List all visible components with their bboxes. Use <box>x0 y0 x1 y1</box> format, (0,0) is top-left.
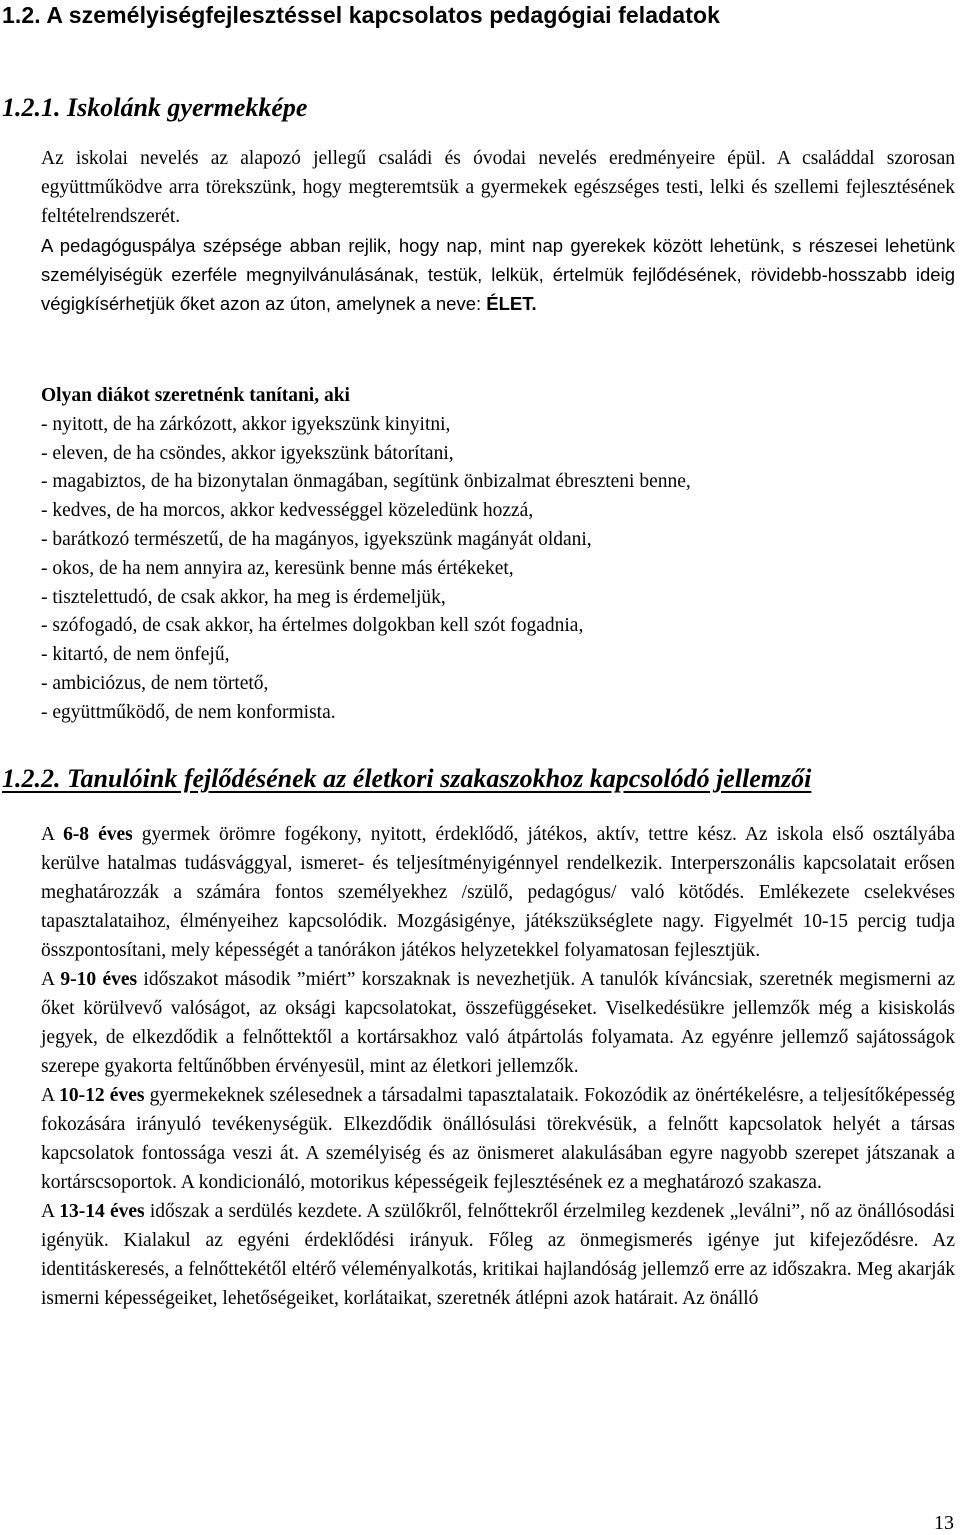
subsection-number: 1.2.1. <box>2 93 61 122</box>
age-paragraph-6-8 <box>41 820 955 965</box>
intro-paragraph-2-text: A pedagóguspálya szépsége abban rejlik, hogy nap, mint nap gyerekek között lehetünk, s részesei lehetünk személyiségük ezerféle megnyilvánulásának, testük, lelkük, értelmük fejlődésének, rövidebb-hosszabb ideig végigkísérhetjük őket azon az úton, amelynek a neve: <box>41 235 955 314</box>
section-title: 1.2. A személyiségfejlesztéssel kapcsolatos pedagógiai feladatok <box>2 2 720 28</box>
age-paragraph-13-14 <box>41 1197 955 1313</box>
subsection-heading-1 <box>2 93 307 123</box>
age-label: 9-10 éves <box>60 969 138 990</box>
list-item: - eleven, de ha csöndes, akkor igyekszünk bátorítani, <box>41 442 454 464</box>
age-pre: A <box>41 1085 60 1106</box>
age-paragraph-9-10 <box>41 965 955 1081</box>
age-label: 10-12 éves <box>59 1085 145 1106</box>
list-lead: Olyan diákot szeretnénk tanítani, aki <box>41 385 350 406</box>
list-item: - ambiciózus, de nem törtető, <box>41 672 269 694</box>
subsection-title: Tanulóink fejlődésének az életkori szakaszokhoz kapcsolódó jellemzői <box>67 764 812 793</box>
intro-paragraph-1: Az iskolai nevelés az alapozó jellegű családi és óvodai nevelés eredményeire épül. A családdal szorosan együttműködve arra törekszünk, hogy megteremtsük a gyermekek egészséges testi, lelki és szellemi fejlesztésének feltételrendszerét. <box>41 148 955 227</box>
list-item: - tisztelettudó, de csak akkor, ha meg is érdemeljük, <box>41 586 446 608</box>
page-number: 13 <box>934 1512 954 1534</box>
age-pre: A <box>41 1201 60 1222</box>
age-label: 13-14 éves <box>59 1201 145 1222</box>
list-item: - szófogadó, de csak akkor, ha értelmes dolgokban kell szót fogadnia, <box>41 615 584 637</box>
list-item: - együttműködő, de nem konformista. <box>41 701 336 723</box>
list-item: - kedves, de ha morcos, akkor kedvességgel közeledünk hozzá, <box>41 500 534 522</box>
list-item: - barátkozó természetű, de ha magányos, igyekszünk magányát oldani, <box>41 528 592 550</box>
age-paragraph-10-12 <box>41 1081 955 1197</box>
intro-paragraph-2-emphasis: ÉLET. <box>486 293 537 314</box>
age-text: időszak a serdülés kezdete. A szülőkről, felnőttekről érzelmileg kezdenek „leválni”, nő az önállósodási igényük. Kialakul az egyéni érdeklődési irányuk. Főleg az önmegismerés igénye jut kifejeződésre. Az identitáskeresés, a felnőttekétől eltérő véleményalkotás, kritikai hajlandóság jellemző erre az időszakra. Meg akarják ismerni képességeiket, lehetőségeiket, korlátaikat, szeretnék átlépni azok határait. Az önálló <box>41 1201 955 1309</box>
age-label: 6-8 éves <box>63 824 133 845</box>
list-item: - kitartó, de nem önfejű, <box>41 644 230 666</box>
list-item: - okos, de ha nem annyira az, keresünk benne más értékeket, <box>41 557 514 579</box>
list-item: - magabiztos, de ha bizonytalan önmagában, segítünk önbizalmat ébreszteni benne, <box>41 471 691 493</box>
age-pre: A <box>41 969 61 990</box>
age-text: időszakot második ”miért” korszaknak is nevezhetjük. A tanulók kíváncsiak, szeretnék megismerni az őket körülvevő valóságot, az oksági kapcsolatokat, összefüggéseket. Viselkedésükre jellemzők még a kisiskolás jegyek, de elkezdődik a felnőttektől a kortársakhoz való átpártolás folyamata. Az egyénre jellemző sajátosságok szerepe gyakorta feltűnőbben érvényesül, mint az életkori jellemzők. <box>41 969 955 1077</box>
age-text: gyermek örömre fogékony, nyitott, érdeklődő, játékos, aktív, tettre kész. Az iskola első osztályába kerülve hatalmas tudásvággyal, ismeret- és teljesítményigénnyel rendelkezik. Interperszonális kapcsolatait erősen meghatározzák a számára fontos személyekhez /szülő, pedagógus/ való kötődés. Emlékezete cselekvéses tapasztalataihoz, élményeihez kapcsolódik. Mozgásigénye, játékszükséglete nagy. Figyelmét 10-15 percig tudja összpontosítani, mely képességét a tanórákon játékos helyzetekkel folyamatosan fejlesztjük. <box>41 824 955 961</box>
age-text: gyermekeknek szélesednek a társadalmi tapasztalataik. Fokozódik az önértékelésre, a teljesítőképesség fokozására irányuló tevékenységük. Elkezdődik önállósulási törekvésük, a felnőtt kapcsolatok helyét a társas kapcsolatok fontossága veszi át. A személyiség és az önismeret alakulásában egyre nagyobb szerepet játszanak a kortárscsoportok. A kondicionáló, motorikus képességeik fejlesztésének ez a meghatározó szakasza. <box>41 1085 955 1193</box>
intro-text <box>41 144 955 318</box>
age-stages-text <box>41 820 955 1313</box>
list-item: - nyitott, de ha zárkózott, akkor igyekszünk kinyitni, <box>41 413 451 435</box>
intro-paragraph-2 <box>41 231 955 318</box>
subsection-title: Iskolánk gyermekképe <box>67 93 308 122</box>
subsection-number: 1.2.2. <box>2 764 61 793</box>
age-pre: A <box>41 824 64 845</box>
student-traits-list <box>41 382 955 728</box>
subsection-heading-2 <box>2 764 811 794</box>
